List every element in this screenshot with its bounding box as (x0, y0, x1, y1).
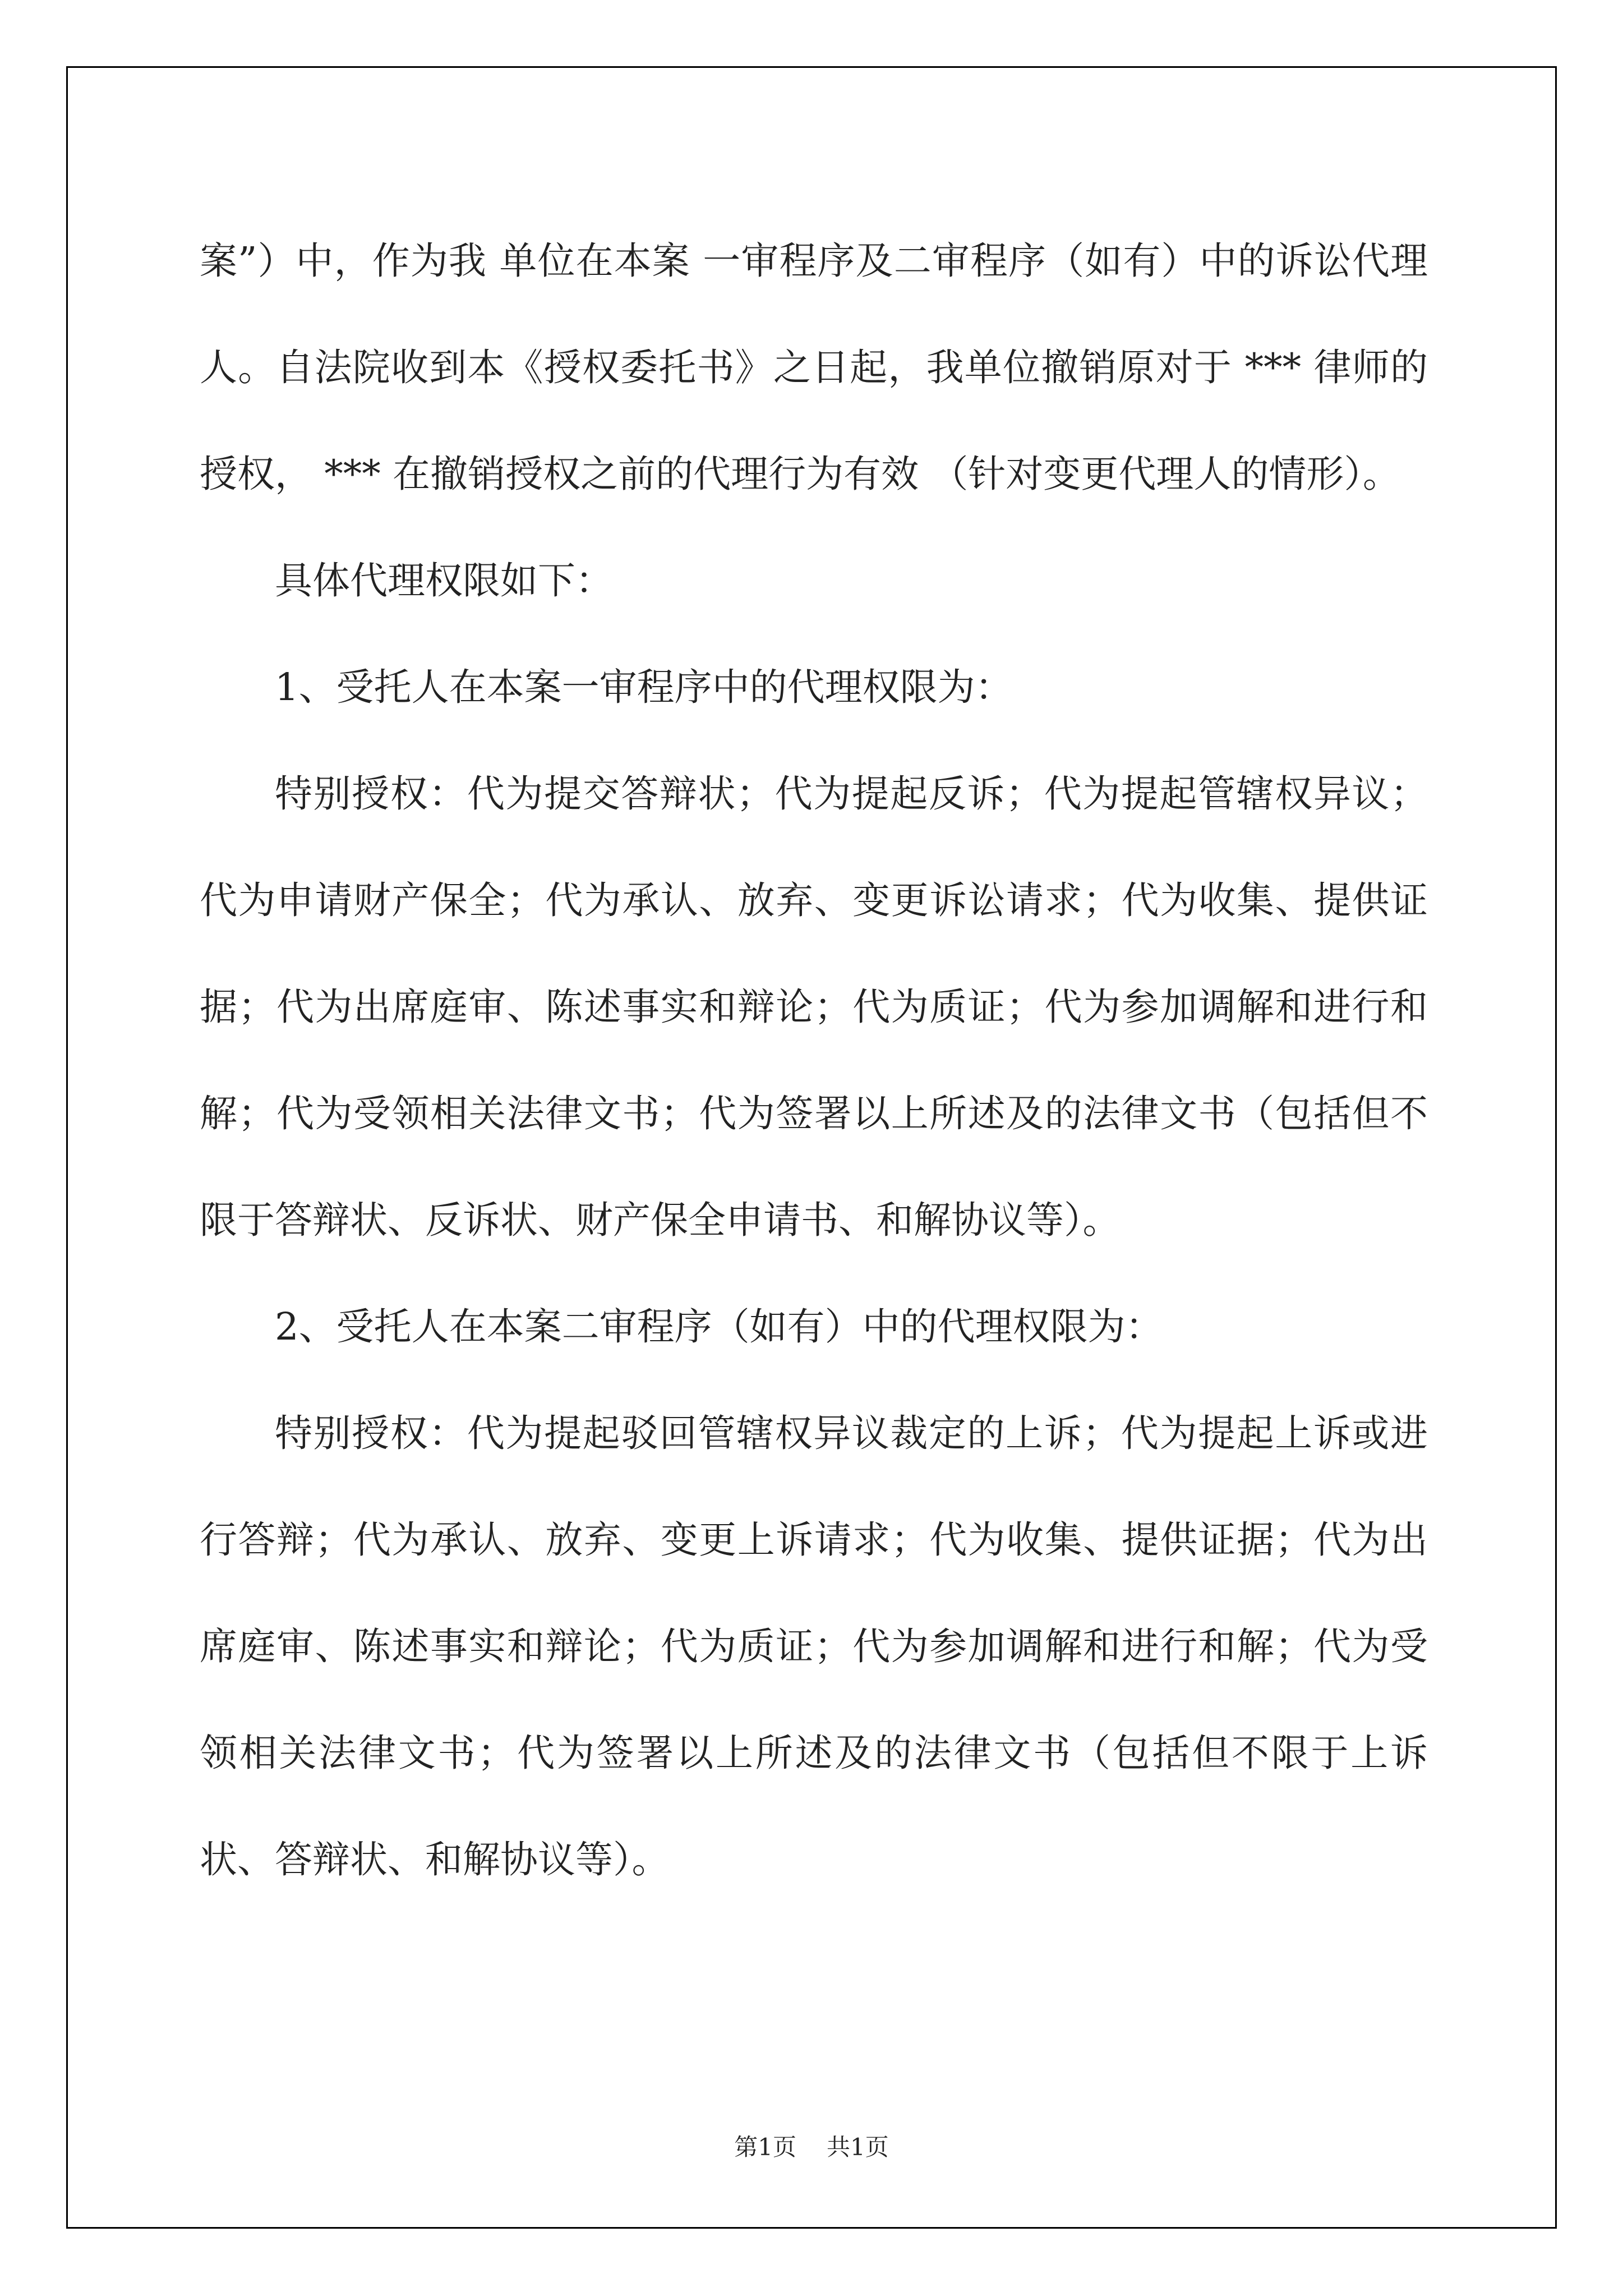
paragraph-first-instance-heading: 1、受托人在本案一审程序中的代理权限为： (275, 665, 1013, 709)
paragraph-continuation: 案”）中，作为我 单位在本案 一审程序及二审程序（如有）中的诉讼代理人。自法院收到本《授权委托书》之日起，我单位撤销原对于 *** 律师的授权， *** 在撤销授权之前的代理行为有效 （针对变更代理人的情形）。 (200, 239, 1428, 496)
page-total: 共1页 (827, 2133, 889, 2161)
paragraph-second-instance-powers: 特别授权：代为提起驳回管辖权异议裁定的上诉；代为提起上诉或进行答辩；代为承认、放弃、变更上诉请求；代为收集、提供证据；代为出席庭审、陈述事实和辩论；代为质证；代为参加调解和进行和解；代为受领相关法律文书；代为签署以上所述及的法律文书（包括但不限于上诉状、答辩状、和解协议等）。 (200, 1411, 1428, 1881)
page-footer (0, 2131, 1623, 2164)
page-number: 第1页 (734, 2133, 796, 2161)
paragraph-scope-intro: 具体代理权限如下： (275, 559, 613, 602)
document-body (200, 208, 1428, 1913)
paragraph-first-instance-powers: 特别授权：代为提交答辩状；代为提起反诉；代为提起管辖权异议；代为申请财产保全；代为承认、放弃、变更诉讼请求；代为收集、提供证据；代为出席庭审、陈述事实和辩论；代为质证；代为参加调解和进行和解；代为受领相关法律文书；代为签署以上所述及的法律文书（包括但不限于答辩状、反诉状、财产保全申请书、和解协议等）。 (200, 772, 1428, 1242)
paragraph-second-instance-heading: 2、受托人在本案二审程序（如有）中的代理权限为： (275, 1305, 1163, 1349)
